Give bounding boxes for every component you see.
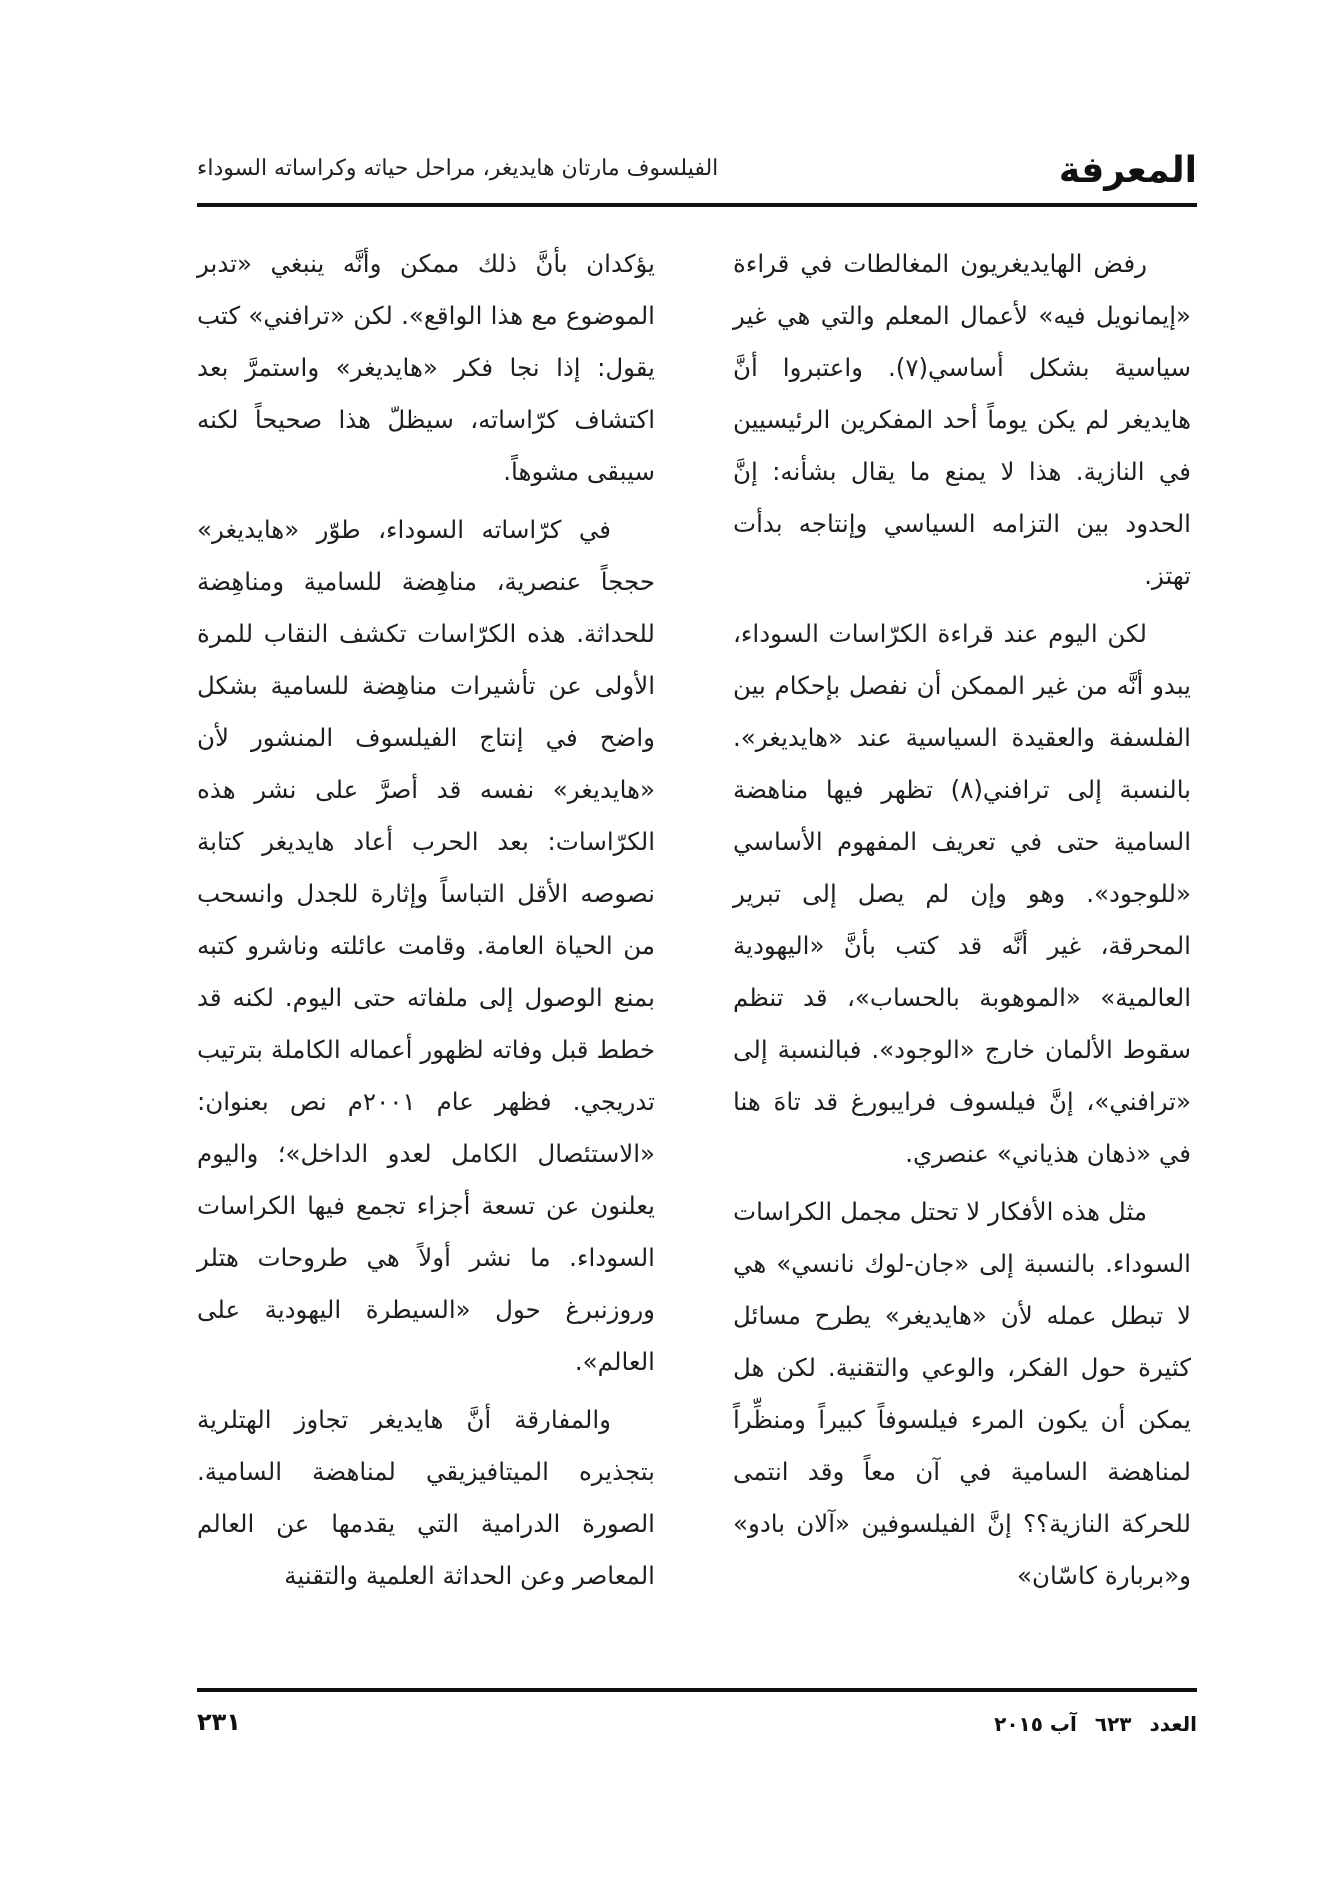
issue-info: [976, 1712, 1197, 1736]
paragraph: مثل هذه الأفكار لا تحتل مجمل الكراسات السوداء. بالنسبة إلى «جان-لوك نانسي» هي لا تبطل عمله لأن «هايديغر» يطرح مسائل كثيرة حول الفكر، والوعي والتقنية. لكن هل يمكن أن يكون المرء فيلسوفاً كبيراً ومنظِّراً لمناهضة السامية في آن معاً وقد انتمى للحركة النازية؟؟ إنَّ الفيلسوفين «آلان بادو» و«بربارة كاسّان»: [733, 1197, 1191, 1590]
header-rule: [197, 203, 1197, 207]
paragraph-continuation: يؤكدان بأنَّ ذلك ممكن وأنَّه ينبغي «تدبر الموضوع مع هذا الواقع». لكن «ترافني» كتب يقول: إذا نجا فكر «هايديغر» واستمرَّ بعد اكتشاف كرّاساته، سيظلّ هذا صحيحاً لكنه سيبقى مشوهاً.: [197, 249, 655, 486]
paragraph: رفض الهايديغريون المغالطات في قراءة «إيمانويل فيه» لأعمال المعلم والتي هي غير سياسية بشكل أساسي(٧). واعتبروا أنَّ هايديغر لم يكن يوماً أحد المفكرين الرئيسيين في النازية. هذا لا يمنع ما يقال بشأنه: إنَّ الحدود بين التزامه السياسي وإنتاجه بدأت تهتز.: [733, 249, 1191, 590]
page-number: ٢٣١: [197, 1708, 241, 1736]
issue-number: ٦٢٣: [1094, 1712, 1132, 1736]
magazine-logo: المعرفة: [1058, 150, 1197, 191]
paragraph: والمفارقة أنَّ هايديغر تجاوز الهتلرية بتجذيره الميتافيزيقي لمناهضة السامية. الصورة الدرامية التي يقدمها عن العالم المعاصر وعن الحداثة العلمية والتقنية: [197, 1405, 655, 1590]
footer-rule: [197, 1688, 1197, 1692]
paragraph: في كرّاساته السوداء، طوّر «هايديغر» حججاً عنصرية، مناهِضة للسامية ومناهِضة للحداثة. هذه الكرّاسات تكشف النقاب للمرة الأولى عن تأشيرات مناهِضة للسامية بشكل واضح في إنتاج الفيلسوف المنشور لأن «هايديغر» نفسه قد أصرَّ على نشر هذه الكرّاسات: بعد الحرب أعاد هايديغر كتابة نصوصه الأقل التباساً وإثارة للجدل وانسحب من الحياة العامة. وقامت عائلته وناشرو كتبه بمنع الوصول إلى ملفاته حتى اليوم. لكنه قد خطط قبل وفاته لظهور أعماله الكاملة بترتيب تدريجي. فظهر عام ٢٠٠١م نص بعنوان: «الاستئصال الكامل لعدو الداخل»؛ واليوم يعلنون عن تسعة أجزاء تجمع فيها الكراسات السوداء. ما نشر أولاً هي طروحات هتلر وروزنبرغ حول «السيطرة اليهودية على العالم».: [197, 515, 655, 1376]
page-header: [197, 148, 1197, 200]
left-column: [197, 238, 655, 1608]
running-title: الفيلسوف مارتان هايديغر، مراحل حياته وكراساته السوداء: [197, 156, 719, 181]
right-column: [733, 238, 1191, 1608]
issue-label: العدد: [1149, 1712, 1197, 1736]
paragraph: لكن اليوم عند قراءة الكرّاسات السوداء، يبدو أنَّه من غير الممكن أن نفصل بإحكام بين الفلسفة والعقيدة السياسية عند «هايديغر». بالنسبة إلى ترافني(٨) تظهر فيها مناهضة السامية حتى في تعريف المفهوم الأساسي «للوجود». وهو وإن لم يصل إلى تبرير المحرقة، غير أنَّه قد كتب بأنَّ «اليهودية العالمية» «الموهوبة بالحساب»، قد تنظم سقوط الألمان خارج «الوجود». فبالنسبة إلى «ترافني»، إنَّ فيلسوف فرايبورغ قد تاهَ هنا في «ذهان هذياني» عنصري.: [733, 619, 1191, 1168]
issue-date: آب ٢٠١٥: [994, 1712, 1077, 1736]
